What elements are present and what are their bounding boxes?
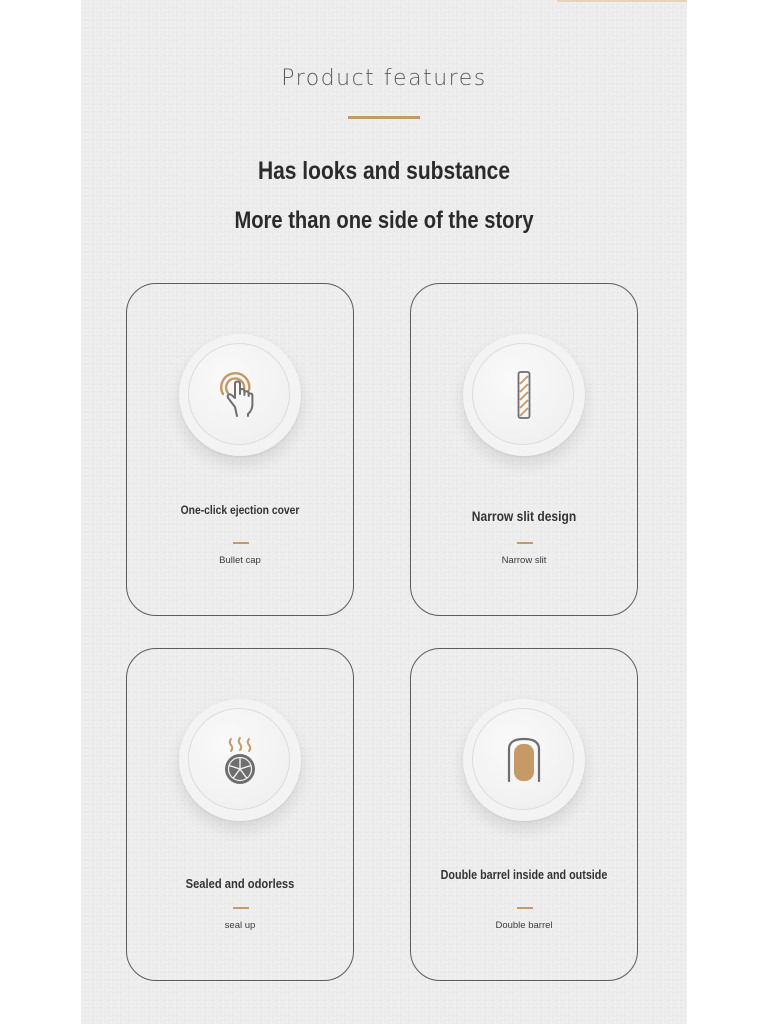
top-accent-line: [557, 0, 687, 2]
icon-disc: [463, 334, 585, 456]
card-title: Narrow slit design: [471, 508, 577, 524]
narrow-slit-icon: [499, 370, 549, 420]
icon-disc: [179, 334, 301, 456]
card-divider: [233, 542, 249, 544]
feature-card-double-barrel: [410, 648, 638, 981]
card-title: Sealed and odorless: [185, 876, 295, 891]
feature-card-ejection-cover: [126, 283, 354, 616]
double-barrel-icon: [499, 735, 549, 785]
odor-lemon-icon: [215, 735, 265, 785]
card-title: Double barrel inside and outside: [440, 868, 608, 882]
feature-card-narrow-slit: [410, 283, 638, 616]
features-panel: [81, 0, 687, 1024]
tap-hand-icon: [215, 370, 265, 420]
icon-disc: [463, 699, 585, 821]
section-title: Product features: [281, 66, 487, 91]
card-divider: [517, 542, 533, 544]
card-subtitle: Narrow slit: [501, 555, 547, 566]
feature-card-sealed: [126, 648, 354, 981]
card-subtitle: seal up: [224, 920, 256, 931]
icon-disc: [179, 699, 301, 821]
headline: Has looks and substance: [257, 157, 511, 185]
card-title: One-click ejection cover: [180, 503, 300, 517]
card-subtitle: Bullet cap: [219, 555, 261, 566]
subheadline: More than one side of the story: [234, 207, 534, 234]
card-divider: [233, 907, 249, 909]
title-underline: [348, 116, 420, 119]
card-subtitle: Double barrel: [495, 920, 553, 931]
card-divider: [517, 907, 533, 909]
